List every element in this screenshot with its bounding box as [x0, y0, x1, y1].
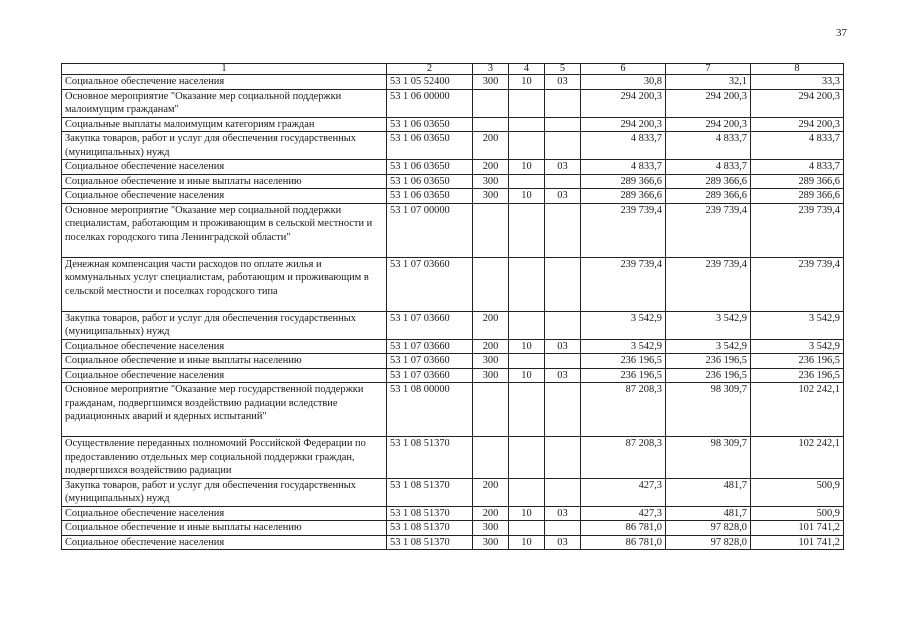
row-value-2019-cell: 86 781,0 — [581, 521, 666, 536]
page-number: 37 — [836, 27, 847, 39]
row-value-2020-cell: 97 828,0 — [666, 535, 751, 550]
row-value-2021-cell: 4 833,7 — [751, 160, 844, 175]
row-value-2021-cell: 294 200,3 — [751, 117, 844, 132]
table-row — [62, 174, 844, 189]
row-value-2019-cell: 294 200,3 — [581, 117, 666, 132]
row-rz-cell — [509, 478, 545, 506]
row-pr-cell: 03 — [545, 75, 581, 90]
row-value-2020-cell: 4 833,7 — [666, 132, 751, 160]
row-value-2021-cell: 3 542,9 — [751, 311, 844, 339]
row-rz-cell: 10 — [509, 368, 545, 383]
row-code-cell: 53 1 07 03660 — [387, 311, 473, 339]
row-name-cell: Закупка товаров, работ и услуг для обеспечения государственных (муниципальных) нужд — [62, 132, 387, 160]
row-vr-cell: 200 — [473, 506, 509, 521]
row-value-2020-cell: 98 309,7 — [666, 383, 751, 437]
row-value-2020-cell: 239 739,4 — [666, 203, 751, 257]
row-value-2019-cell: 294 200,3 — [581, 89, 666, 117]
row-pr-cell — [545, 174, 581, 189]
table-row — [62, 160, 844, 175]
row-name-cell: Социальное обеспечение и иные выплаты населению — [62, 354, 387, 369]
row-pr-cell — [545, 437, 581, 479]
row-value-2020-cell: 294 200,3 — [666, 89, 751, 117]
row-pr-cell — [545, 383, 581, 437]
table-row — [62, 339, 844, 354]
row-value-2019-cell: 30,8 — [581, 75, 666, 90]
row-rz-cell — [509, 354, 545, 369]
row-pr-cell — [545, 203, 581, 257]
row-vr-cell: 200 — [473, 160, 509, 175]
row-pr-cell: 03 — [545, 189, 581, 204]
table-row — [62, 75, 844, 90]
row-value-2020-cell: 289 366,6 — [666, 174, 751, 189]
row-code-cell: 53 1 06 03650 — [387, 189, 473, 204]
row-vr-cell: 300 — [473, 535, 509, 550]
row-value-2019-cell: 86 781,0 — [581, 535, 666, 550]
row-value-2020-cell: 98 309,7 — [666, 437, 751, 479]
row-value-2020-cell: 294 200,3 — [666, 117, 751, 132]
row-name-cell: Социальное обеспечение и иные выплаты населению — [62, 174, 387, 189]
row-pr-cell: 03 — [545, 160, 581, 175]
row-pr-cell: 03 — [545, 339, 581, 354]
row-value-2020-cell: 289 366,6 — [666, 189, 751, 204]
table-row — [62, 368, 844, 383]
row-pr-cell — [545, 132, 581, 160]
row-value-2019-cell: 3 542,9 — [581, 311, 666, 339]
row-name-cell: Основное мероприятие "Оказание мер социальной поддержки специалистам, работающим и проживающим в сельской местности и поселках городского типа Ленинградской области" — [62, 203, 387, 257]
row-vr-cell — [473, 257, 509, 311]
table-row — [62, 535, 844, 550]
row-rz-cell: 10 — [509, 160, 545, 175]
row-rz-cell — [509, 132, 545, 160]
row-name-cell: Социальное обеспечение населения — [62, 189, 387, 204]
row-vr-cell: 300 — [473, 354, 509, 369]
table-row — [62, 257, 844, 311]
row-pr-cell: 03 — [545, 368, 581, 383]
row-value-2019-cell: 239 739,4 — [581, 257, 666, 311]
row-pr-cell — [545, 311, 581, 339]
row-rz-cell — [509, 117, 545, 132]
row-value-2021-cell: 101 741,2 — [751, 521, 844, 536]
row-value-2019-cell: 4 833,7 — [581, 160, 666, 175]
row-value-2020-cell: 32,1 — [666, 75, 751, 90]
row-vr-cell: 300 — [473, 75, 509, 90]
row-vr-cell: 200 — [473, 339, 509, 354]
row-pr-cell — [545, 117, 581, 132]
row-value-2019-cell: 87 208,3 — [581, 437, 666, 479]
row-name-cell: Социальное обеспечение населения — [62, 160, 387, 175]
row-vr-cell: 200 — [473, 478, 509, 506]
row-code-cell: 53 1 08 51370 — [387, 521, 473, 536]
row-pr-cell — [545, 354, 581, 369]
table-row — [62, 478, 844, 506]
row-value-2019-cell: 239 739,4 — [581, 203, 666, 257]
row-value-2020-cell: 236 196,5 — [666, 368, 751, 383]
row-code-cell: 53 1 07 00000 — [387, 203, 473, 257]
table-row — [62, 521, 844, 536]
row-value-2019-cell: 4 833,7 — [581, 132, 666, 160]
row-value-2021-cell: 289 366,6 — [751, 189, 844, 204]
row-pr-cell — [545, 257, 581, 311]
row-value-2021-cell: 236 196,5 — [751, 354, 844, 369]
row-rz-cell — [509, 437, 545, 479]
row-code-cell: 53 1 06 03650 — [387, 160, 473, 175]
row-value-2019-cell: 427,3 — [581, 478, 666, 506]
row-value-2020-cell: 239 739,4 — [666, 257, 751, 311]
row-value-2019-cell: 289 366,6 — [581, 189, 666, 204]
row-code-cell: 53 1 07 03660 — [387, 257, 473, 311]
row-value-2021-cell: 239 739,4 — [751, 257, 844, 311]
budget-table — [61, 63, 844, 550]
row-value-2021-cell: 102 242,1 — [751, 383, 844, 437]
row-vr-cell: 300 — [473, 368, 509, 383]
row-name-cell: Осуществление переданных полномочий Российской Федерации по предоставлению отдельных мер социальной поддержки граждан, подвергшихся воздействию радиации — [62, 437, 387, 479]
row-rz-cell — [509, 311, 545, 339]
row-value-2019-cell: 236 196,5 — [581, 354, 666, 369]
table-row — [62, 203, 844, 257]
header-cell: 6 — [581, 64, 666, 75]
table-row — [62, 437, 844, 479]
row-vr-cell: 300 — [473, 174, 509, 189]
row-code-cell: 53 1 06 00000 — [387, 89, 473, 117]
row-vr-cell — [473, 203, 509, 257]
table-row — [62, 383, 844, 437]
row-vr-cell — [473, 437, 509, 479]
row-value-2019-cell: 3 542,9 — [581, 339, 666, 354]
row-rz-cell: 10 — [509, 339, 545, 354]
row-name-cell: Основное мероприятие "Оказание мер социальной поддержки малоимущим гражданам" — [62, 89, 387, 117]
row-name-cell: Социальное обеспечение населения — [62, 368, 387, 383]
row-vr-cell — [473, 89, 509, 117]
row-code-cell: 53 1 08 51370 — [387, 478, 473, 506]
row-name-cell: Основное мероприятие "Оказание мер государственной поддержки гражданам, подвергшимся воздействию радиации вследствие радиационных аварий и ядерных испытаний" — [62, 383, 387, 437]
table-row — [62, 132, 844, 160]
row-value-2021-cell: 500,9 — [751, 478, 844, 506]
row-value-2021-cell: 102 242,1 — [751, 437, 844, 479]
row-code-cell: 53 1 06 03650 — [387, 132, 473, 160]
row-vr-cell — [473, 117, 509, 132]
row-value-2019-cell: 289 366,6 — [581, 174, 666, 189]
row-value-2019-cell: 427,3 — [581, 506, 666, 521]
row-rz-cell: 10 — [509, 75, 545, 90]
row-value-2021-cell: 4 833,7 — [751, 132, 844, 160]
row-code-cell: 53 1 07 03660 — [387, 354, 473, 369]
row-name-cell: Денежная компенсация части расходов по оплате жилья и коммунальных услуг специалистам, работающим и проживающим в сельской местности и поселках городского типа — [62, 257, 387, 311]
row-rz-cell: 10 — [509, 506, 545, 521]
row-value-2021-cell: 33,3 — [751, 75, 844, 90]
table-row — [62, 354, 844, 369]
row-value-2020-cell: 236 196,5 — [666, 354, 751, 369]
table-row — [62, 189, 844, 204]
row-name-cell: Закупка товаров, работ и услуг для обеспечения государственных (муниципальных) нужд — [62, 478, 387, 506]
row-pr-cell — [545, 478, 581, 506]
row-pr-cell: 03 — [545, 506, 581, 521]
row-name-cell: Социальное обеспечение населения — [62, 75, 387, 90]
header-cell: 4 — [509, 64, 545, 75]
row-code-cell: 53 1 06 03650 — [387, 174, 473, 189]
row-name-cell: Социальное обеспечение и иные выплаты населению — [62, 521, 387, 536]
header-cell: 8 — [751, 64, 844, 75]
row-rz-cell: 10 — [509, 535, 545, 550]
row-code-cell: 53 1 07 03660 — [387, 368, 473, 383]
header-cell: 3 — [473, 64, 509, 75]
header-row — [62, 64, 844, 75]
row-rz-cell — [509, 203, 545, 257]
row-value-2021-cell: 236 196,5 — [751, 368, 844, 383]
table-row — [62, 311, 844, 339]
row-rz-cell — [509, 521, 545, 536]
row-code-cell: 53 1 07 03660 — [387, 339, 473, 354]
row-pr-cell: 03 — [545, 535, 581, 550]
row-code-cell: 53 1 08 51370 — [387, 506, 473, 521]
row-value-2021-cell: 3 542,9 — [751, 339, 844, 354]
row-name-cell: Социальные выплаты малоимущим категориям граждан — [62, 117, 387, 132]
row-rz-cell — [509, 89, 545, 117]
row-name-cell: Социальное обеспечение населения — [62, 506, 387, 521]
row-code-cell: 53 1 06 03650 — [387, 117, 473, 132]
row-value-2021-cell: 289 366,6 — [751, 174, 844, 189]
header-cell: 7 — [666, 64, 751, 75]
row-value-2021-cell: 101 741,2 — [751, 535, 844, 550]
row-rz-cell — [509, 174, 545, 189]
row-value-2021-cell: 500,9 — [751, 506, 844, 521]
row-name-cell: Закупка товаров, работ и услуг для обеспечения государственных (муниципальных) нужд — [62, 311, 387, 339]
row-vr-cell: 200 — [473, 311, 509, 339]
row-value-2020-cell: 4 833,7 — [666, 160, 751, 175]
row-rz-cell — [509, 257, 545, 311]
row-value-2020-cell: 97 828,0 — [666, 521, 751, 536]
row-vr-cell: 300 — [473, 521, 509, 536]
row-value-2021-cell: 239 739,4 — [751, 203, 844, 257]
row-vr-cell: 200 — [473, 132, 509, 160]
table-row — [62, 117, 844, 132]
row-code-cell: 53 1 05 52400 — [387, 75, 473, 90]
row-code-cell: 53 1 08 51370 — [387, 535, 473, 550]
row-pr-cell — [545, 89, 581, 117]
table-row — [62, 506, 844, 521]
row-value-2021-cell: 294 200,3 — [751, 89, 844, 117]
header-cell: 1 — [62, 64, 387, 75]
row-value-2020-cell: 481,7 — [666, 478, 751, 506]
row-name-cell: Социальное обеспечение населения — [62, 339, 387, 354]
table-row — [62, 89, 844, 117]
row-pr-cell — [545, 521, 581, 536]
row-name-cell: Социальное обеспечение населения — [62, 535, 387, 550]
row-value-2020-cell: 3 542,9 — [666, 311, 751, 339]
row-value-2020-cell: 481,7 — [666, 506, 751, 521]
header-cell: 5 — [545, 64, 581, 75]
row-value-2020-cell: 3 542,9 — [666, 339, 751, 354]
row-value-2019-cell: 87 208,3 — [581, 383, 666, 437]
header-cell: 2 — [387, 64, 473, 75]
row-rz-cell: 10 — [509, 189, 545, 204]
row-vr-cell — [473, 383, 509, 437]
row-code-cell: 53 1 08 51370 — [387, 437, 473, 479]
row-rz-cell — [509, 383, 545, 437]
row-value-2019-cell: 236 196,5 — [581, 368, 666, 383]
row-vr-cell: 300 — [473, 189, 509, 204]
row-code-cell: 53 1 08 00000 — [387, 383, 473, 437]
